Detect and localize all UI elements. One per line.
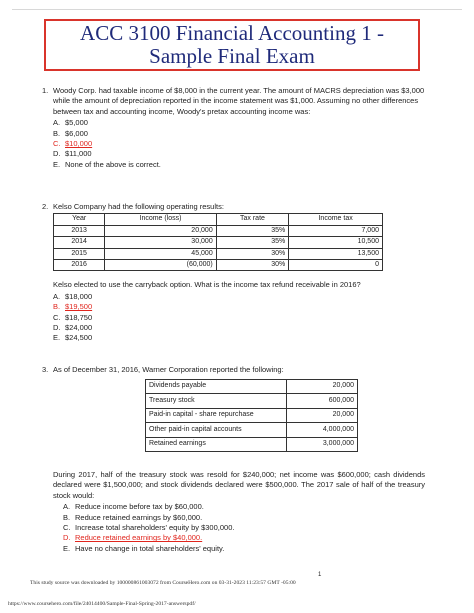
option-text: Have no change in total shareholders' equity. <box>75 543 225 553</box>
option-d[interactable] <box>53 323 425 333</box>
option-letter: D. <box>63 533 71 543</box>
option-letter: E. <box>63 543 71 553</box>
table-cell: 30% <box>216 260 289 271</box>
option-letter: A. <box>63 502 71 512</box>
table-cell: Retained earnings <box>146 437 287 451</box>
option-text: $24,500 <box>65 333 93 343</box>
table-cell: Other paid-in capital accounts <box>146 423 287 437</box>
option-text: Reduce retained earnings by $40,000. <box>75 533 203 543</box>
table-header: Tax rate <box>216 214 289 225</box>
question-3 <box>42 365 425 375</box>
table-row <box>54 225 383 236</box>
exam-title-line1: ACC 3100 Financial Accounting 1 - <box>80 21 384 45</box>
option-a[interactable] <box>63 502 425 512</box>
table-cell: 2014 <box>54 237 105 248</box>
table-cell: 20,000 <box>287 380 358 394</box>
option-d[interactable] <box>53 149 425 159</box>
option-letter: B. <box>53 302 61 312</box>
table-header: Income (loss) <box>105 214 216 225</box>
table-cell: 13,500 <box>289 248 383 259</box>
option-text: $5,000 <box>65 118 88 128</box>
option-text: None of the above is correct. <box>65 159 161 169</box>
option-e[interactable] <box>63 544 425 554</box>
option-text: $18,750 <box>65 312 93 322</box>
question-2 <box>42 202 425 344</box>
table-cell: Treasury stock <box>146 394 287 408</box>
table-cell: 600,000 <box>287 394 358 408</box>
option-text: $11,000 <box>65 149 92 159</box>
option-d-correct[interactable] <box>63 533 425 543</box>
question-number: 3. <box>42 365 49 374</box>
table-cell: Paid-in capital - share repurchase <box>146 408 287 422</box>
table-cell: 2013 <box>54 225 105 236</box>
option-text: $24,000 <box>65 323 93 333</box>
option-letter: A. <box>53 291 61 301</box>
page-number: 1 <box>318 572 322 578</box>
table-row <box>146 380 358 394</box>
option-letter: C. <box>53 312 61 322</box>
table-row <box>54 237 383 248</box>
table-header: Year <box>54 214 105 225</box>
table-cell: Dividends payable <box>146 380 287 394</box>
table-cell: 0 <box>289 260 383 271</box>
table-cell: 35% <box>216 237 289 248</box>
option-text: Increase total shareholders' equity by $300,000. <box>75 523 235 532</box>
question-text: Kelso elected to use the carryback option. What is the income tax refund receivable in 2016? <box>53 280 361 290</box>
table-cell: 30,000 <box>105 237 216 248</box>
option-list <box>63 502 425 554</box>
question-intro: Kelso Company had the following operating results: <box>53 202 224 211</box>
option-c-correct[interactable] <box>53 139 425 149</box>
exam-title-box <box>44 19 420 71</box>
option-b-correct[interactable] <box>53 302 425 312</box>
table-cell: 4,000,000 <box>287 423 358 437</box>
table-row <box>146 423 358 437</box>
table-cell: 3,000,000 <box>287 437 358 451</box>
table-cell: 35% <box>216 225 289 236</box>
table-row <box>54 260 383 271</box>
option-list <box>53 118 425 170</box>
table-cell: 10,500 <box>289 237 383 248</box>
option-text: $10,000 <box>65 139 93 148</box>
question-text: During 2017, half of the treasury stock was resold for $240,000; net income was $600,000; cash dividends declared were $1,500,000; and stock dividends declared were $500,000. The 2017 sale of half of the treasury stock would: <box>53 470 425 500</box>
table-row <box>146 394 358 408</box>
option-b[interactable] <box>63 513 425 523</box>
option-letter: C. <box>53 139 61 148</box>
option-letter: E. <box>53 159 61 169</box>
option-text: $18,000 <box>65 291 93 301</box>
question-1 <box>42 86 425 170</box>
table-cell: 20,000 <box>105 225 216 236</box>
table-cell: 45,000 <box>105 248 216 259</box>
option-letter: D. <box>53 323 61 333</box>
page-top-rule <box>12 9 462 10</box>
option-letter: A. <box>53 118 61 128</box>
option-text: $6,000 <box>65 128 88 138</box>
option-letter: E. <box>53 333 61 343</box>
option-a[interactable] <box>53 292 425 302</box>
table-row <box>146 408 358 422</box>
table-cell: 7,000 <box>289 225 383 236</box>
table-header: Income tax <box>289 214 383 225</box>
option-text: $19,500 <box>65 302 93 312</box>
option-letter: D. <box>53 149 61 159</box>
warner-balances-table <box>145 379 358 452</box>
source-url-link[interactable]: https://www.coursehero.com/file/24014400/Sample-Final-Spring-2017-answerspdf/ <box>8 601 196 607</box>
option-a[interactable] <box>53 118 425 128</box>
table-cell: 30% <box>216 248 289 259</box>
question-3-body <box>53 470 425 554</box>
question-number: 1. <box>42 86 49 95</box>
table-cell: 2016 <box>54 260 105 271</box>
option-letter: B. <box>53 128 61 138</box>
table-row <box>146 437 358 451</box>
option-text: Reduce retained earnings by $60,000. <box>75 512 203 522</box>
option-e[interactable] <box>53 160 425 170</box>
download-notice: This study source was downloaded by 100000861003072 from CourseHero.com on 03-31-2023 11:23:57 GMT -05:00 <box>30 580 296 586</box>
option-text: Reduce income before tax by $60,000. <box>75 502 204 512</box>
table-cell: (60,000) <box>105 260 216 271</box>
table-row <box>54 248 383 259</box>
option-c[interactable] <box>63 523 425 533</box>
question-number: 2. <box>42 202 49 211</box>
option-list <box>53 292 425 344</box>
exam-title-line2: Sample Final Exam <box>149 44 315 68</box>
option-b[interactable] <box>53 129 425 139</box>
option-letter: C. <box>63 523 71 532</box>
operating-results-table <box>53 213 383 271</box>
table-header-row <box>54 214 383 225</box>
question-text: Woody Corp. had taxable income of $8,000 in the current year. The amount of MACRS depreciation was $3,000 while the amount of depreciation reported in the income statement was $1,000. Assuming no other differences between tax and accounting income, Woody's pretax accounting income was: <box>53 86 425 116</box>
option-e[interactable] <box>53 333 425 343</box>
option-letter: B. <box>63 512 71 522</box>
table-cell: 20,000 <box>287 408 358 422</box>
table-cell: 2015 <box>54 248 105 259</box>
question-intro: As of December 31, 2016, Warner Corporation reported the following: <box>53 365 284 374</box>
option-c[interactable] <box>53 313 425 323</box>
